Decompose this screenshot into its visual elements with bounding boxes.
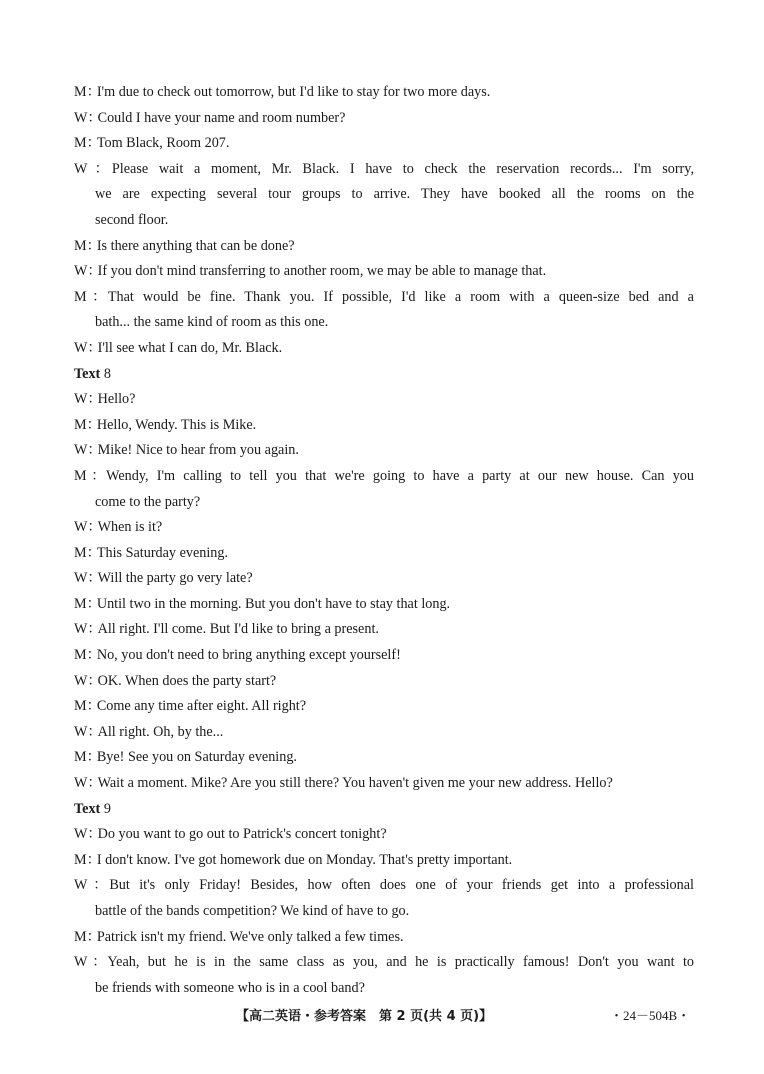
dialogue-turn xyxy=(74,413,694,439)
section-heading-number: 9 xyxy=(103,800,111,817)
speaker-colon: ： xyxy=(87,570,102,587)
dialogue-text: battle of the bands competition? We kind of have to go. xyxy=(95,903,410,919)
dialogue-text: This Saturday evening. xyxy=(96,544,229,561)
speaker-colon: ： xyxy=(87,723,102,740)
dialogue-turn xyxy=(74,669,694,695)
dialogue-turn xyxy=(74,771,694,797)
speaker-label: W xyxy=(74,723,88,740)
dialogue-text: Mike! Nice to hear from you again. xyxy=(97,442,299,459)
speaker-colon: ： xyxy=(86,288,112,305)
speaker-colon: ： xyxy=(87,519,102,536)
section-heading xyxy=(74,797,694,823)
speaker-label: M xyxy=(74,416,87,433)
dialogue-text: No, you don't need to bring anything except yourself! xyxy=(96,647,401,664)
dialogue-turn xyxy=(74,157,694,183)
speaker-label: W xyxy=(74,877,88,894)
dialogue-text: If you don't mind transferring to another room, we may be able to manage that. xyxy=(97,263,547,280)
speaker-colon: ： xyxy=(87,263,102,280)
dialogue-turn xyxy=(74,643,694,669)
dialogue-turn xyxy=(74,131,694,157)
dialogue-turn xyxy=(74,822,694,848)
dialogue-continuation xyxy=(74,208,694,234)
dialogue-turn xyxy=(74,464,694,490)
dialogue-text: Hello? xyxy=(97,391,136,408)
dialogue-turn xyxy=(74,617,694,643)
dialogue-turn xyxy=(74,541,694,567)
dialogue-text: Patrick isn't my friend. We've only talked a few times. xyxy=(96,928,404,945)
speaker-label: W xyxy=(74,519,88,536)
speaker-colon: ： xyxy=(87,442,102,459)
dialogue-turn xyxy=(74,234,694,260)
dialogue-text: When is it? xyxy=(97,519,163,536)
speaker-label: W xyxy=(74,339,88,356)
dialogue-turn xyxy=(74,694,694,720)
dialogue-turn xyxy=(74,336,694,362)
section-heading xyxy=(74,362,694,388)
speaker-colon: ： xyxy=(86,135,101,152)
speaker-colon: ： xyxy=(86,749,101,766)
speaker-label: W xyxy=(74,109,88,126)
dialogue-text: All right. I'll come. But I'd like to bring a present. xyxy=(97,621,379,638)
speaker-colon: ： xyxy=(87,672,102,689)
dialogue-turn xyxy=(74,438,694,464)
speaker-label: M xyxy=(74,237,87,254)
dialogue-text: Until two in the morning. But you don't have to stay that long. xyxy=(96,595,451,612)
speaker-label: W xyxy=(74,391,88,408)
speaker-label: M xyxy=(74,288,87,305)
speaker-label: W xyxy=(74,672,88,689)
speaker-colon: ： xyxy=(86,544,101,561)
dialogue-text: Do you want to go out to Patrick's concert tonight? xyxy=(97,826,387,843)
dialogue-text: Hello, Wendy. This is Mike. xyxy=(96,416,257,433)
speaker-label: M xyxy=(74,851,87,868)
dialogue-text: Come any time after eight. All right? xyxy=(96,698,307,715)
speaker-label: W xyxy=(74,826,88,843)
dialogue-text: Wendy, I'm calling to tell you that we're going to have a party at our new house. Can you xyxy=(106,467,694,484)
dialogue-text: Could I have your name and room number? xyxy=(97,109,346,126)
section-heading-label: Text xyxy=(74,800,101,817)
speaker-label: M xyxy=(74,544,87,561)
dialogue-continuation xyxy=(74,899,694,925)
speaker-colon: ： xyxy=(87,826,102,843)
dialogue-text: bath... the same kind of room as this one. xyxy=(95,314,329,331)
page-footer xyxy=(0,1005,764,1027)
dialogue-turn xyxy=(74,745,694,771)
dialogue-text: OK. When does the party start? xyxy=(97,672,277,689)
speaker-label: M xyxy=(74,749,87,766)
dialogue-turn xyxy=(74,259,694,285)
dialogue-text: Wait a moment. Mike? Are you still there? You haven't given me your new address. Hello? xyxy=(97,775,613,792)
dialogue-turn xyxy=(74,515,694,541)
dialogue-text: come to the party? xyxy=(95,493,201,510)
dialogue-turn xyxy=(74,566,694,592)
speaker-colon: ： xyxy=(86,595,101,612)
dialogue-turn xyxy=(74,592,694,618)
section-heading-number: 8 xyxy=(103,365,111,382)
dialogue-text: we are expecting several tour groups to arrive. They have booked all the rooms on the xyxy=(95,186,694,203)
dialogue-text: second floor. xyxy=(95,211,169,228)
speaker-label: M xyxy=(74,84,87,100)
dialogue-text: But it's only Friday! Besides, how often does one of your friends get into a professional xyxy=(109,877,694,894)
dialogue-text: I'll see what I can do, Mr. Black. xyxy=(97,339,283,356)
dialogue-turn xyxy=(74,387,694,413)
dialogue-text: Will the party go very late? xyxy=(97,570,253,587)
speaker-colon: ： xyxy=(86,698,101,715)
speaker-label: W xyxy=(74,160,88,177)
dialogue-text: That would be fine. Thank you. If possible, I'd like a room with a queen-size bed and a xyxy=(107,288,694,305)
speaker-colon: ： xyxy=(87,109,102,126)
listening-transcript xyxy=(74,80,694,1001)
speaker-colon: ： xyxy=(87,339,102,356)
speaker-colon: ： xyxy=(87,877,114,894)
section-heading-label: Text xyxy=(74,365,101,382)
dialogue-text: Bye! See you on Saturday evening. xyxy=(96,749,297,766)
speaker-colon: ： xyxy=(87,160,116,177)
speaker-colon: ： xyxy=(86,467,111,484)
dialogue-text: Please wait a moment, Mr. Black. I have to check the reservation records... I'm sorry, xyxy=(111,160,694,177)
dialogue-turn xyxy=(74,285,694,311)
speaker-label: M xyxy=(74,647,87,664)
speaker-colon: ： xyxy=(86,416,101,433)
speaker-colon: ： xyxy=(86,237,101,254)
dialogue-turn xyxy=(74,848,694,874)
dialogue-text: All right. Oh, by the... xyxy=(97,723,224,740)
dialogue-continuation xyxy=(74,976,694,1002)
speaker-label: W xyxy=(74,263,88,280)
dialogue-turn xyxy=(74,950,694,976)
dialogue-text: I don't know. I've got homework due on Monday. That's pretty important. xyxy=(96,851,513,868)
speaker-colon: ： xyxy=(86,928,101,945)
dialogue-turn xyxy=(74,80,694,106)
speaker-label: W xyxy=(74,775,88,792)
dialogue-continuation xyxy=(74,182,694,208)
footer-paper-code: ・24－504B・ xyxy=(610,1008,691,1023)
speaker-label: M xyxy=(74,135,87,152)
dialogue-continuation xyxy=(74,310,694,336)
speaker-label: W xyxy=(74,621,88,638)
dialogue-turn xyxy=(74,106,694,132)
dialogue-continuation xyxy=(74,490,694,516)
speaker-colon: ： xyxy=(87,775,102,792)
speaker-colon: ： xyxy=(87,621,102,638)
speaker-colon: ： xyxy=(86,647,101,664)
dialogue-turn xyxy=(74,925,694,951)
speaker-colon: ： xyxy=(86,851,101,868)
speaker-label: W xyxy=(74,442,88,459)
speaker-colon: ： xyxy=(87,391,102,408)
footer-page-info: 【高二英语・参考答案 第 2 页(共 4 页)】 xyxy=(236,1009,493,1024)
dialogue-text: Yeah, but he is in the same class as you, and he is practically famous! Don't you want to xyxy=(107,954,694,971)
speaker-label: M xyxy=(74,595,87,612)
speaker-label: W xyxy=(74,570,88,587)
dialogue-turn xyxy=(74,720,694,746)
speaker-label: W xyxy=(74,954,88,971)
dialogue-text: Tom Black, Room 207. xyxy=(96,135,230,152)
dialogue-text: I'm due to check out tomorrow, but I'd like to stay for two more days. xyxy=(96,84,491,100)
speaker-colon: ： xyxy=(87,954,112,971)
dialogue-turn xyxy=(74,873,694,899)
speaker-label: M xyxy=(74,928,87,945)
speaker-colon: ： xyxy=(86,84,101,100)
dialogue-text: Is there anything that can be done? xyxy=(96,237,295,254)
speaker-label: M xyxy=(74,467,87,484)
speaker-label: M xyxy=(74,698,87,715)
dialogue-text: be friends with someone who is in a cool band? xyxy=(95,979,365,996)
